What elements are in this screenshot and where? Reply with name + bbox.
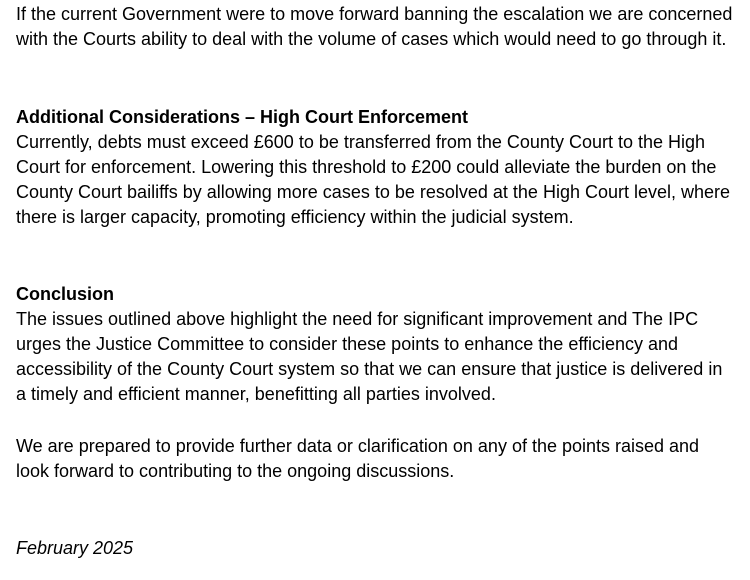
section-body: The issues outlined above highlight the need for significant improvement and The IPC urges the Justice Committee to consider these points to enhance the efficiency and accessibility of the County Court system so that we can ensure that justice is delivered in a timely and efficient manner, benefitting all parties involved. <box>16 309 723 404</box>
intro-paragraph: If the current Government were to move forward banning the escalation we are concerned with the Courts ability to deal with the volume of cases which would need to go through it. <box>16 4 733 49</box>
section-conclusion <box>16 282 736 407</box>
document-date: February 2025 <box>16 538 134 558</box>
section-heading: Additional Considerations – High Court Enforcement <box>16 107 469 127</box>
section-body: Currently, debts must exceed £600 to be transferred from the County Court to the High Court for enforcement. Lowering this threshold to £200 could alleviate the burden on the County Court bailiffs by allowing more cases to be resolved at the High Court level, where there is larger capacity, promoting efficiency within the judicial system. <box>16 132 731 227</box>
section-heading: Conclusion <box>16 284 114 304</box>
closing-paragraph-block <box>16 434 736 484</box>
date-block <box>16 536 736 561</box>
closing-paragraph: We are prepared to provide further data or clarification on any of the points raised and look forward to contributing to the ongoing discussions. <box>16 436 700 481</box>
section-high-court-enforcement <box>16 105 736 230</box>
intro-paragraph-block <box>16 2 736 52</box>
